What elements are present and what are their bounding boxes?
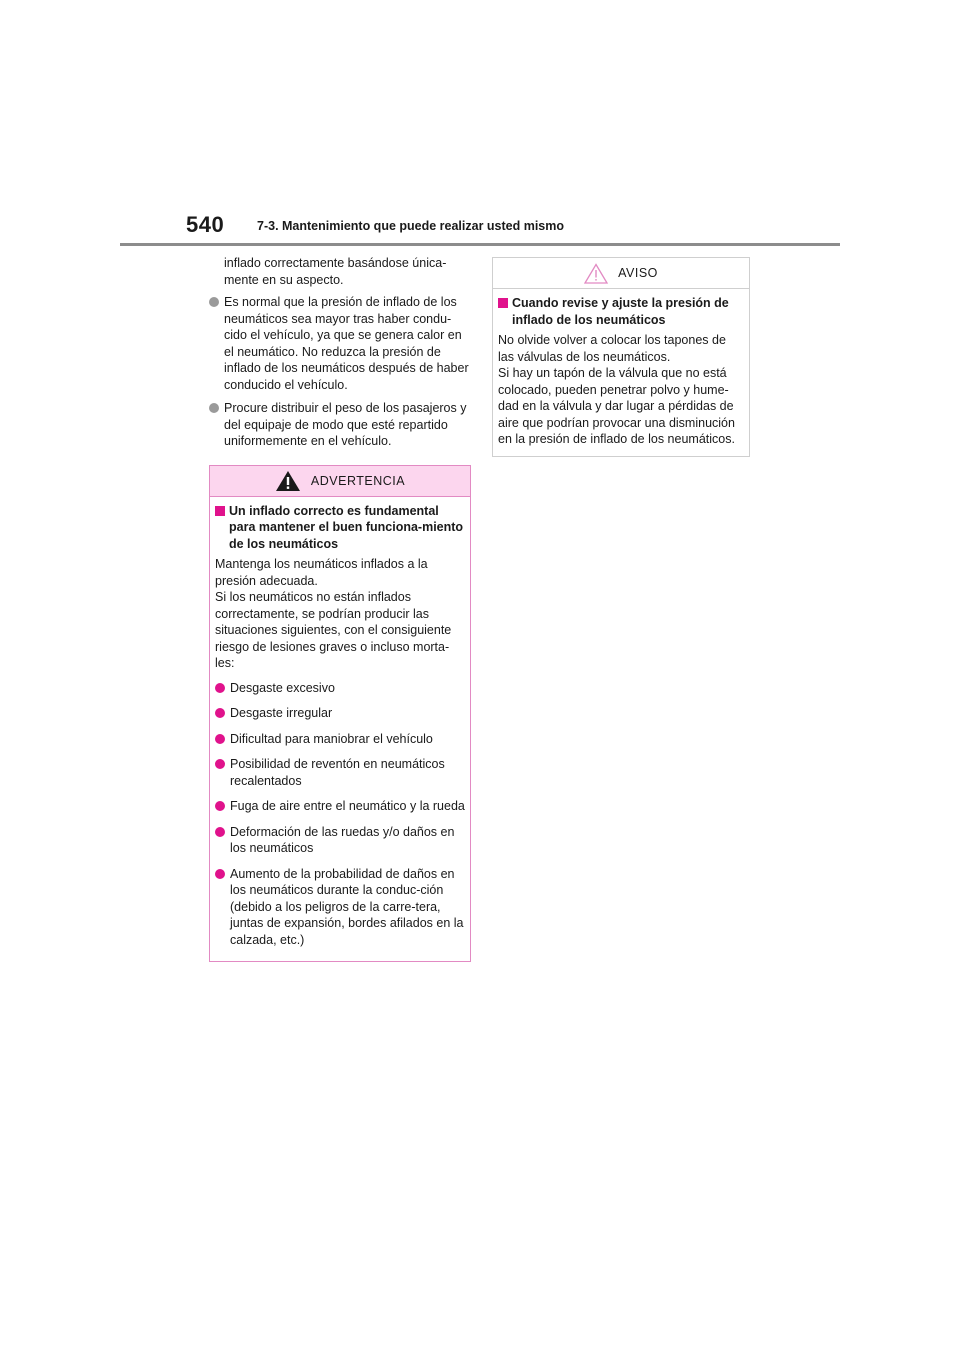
bullet-dot-icon <box>215 869 225 879</box>
bullet-dot-icon <box>215 801 225 811</box>
page-number: 540 <box>186 212 225 237</box>
header-rule <box>120 243 840 246</box>
list-item <box>209 400 471 450</box>
notice-heading <box>498 295 745 328</box>
warning-heading <box>215 503 466 553</box>
bullet-dot-icon <box>209 297 219 307</box>
list-item-text: Posibilidad de reventón en neumáticos recalentados <box>230 757 445 788</box>
list-item <box>215 798 466 815</box>
continued-paragraph: inflado correctamente basándose única- mente en su aspecto. <box>224 256 447 287</box>
list-item <box>215 866 466 949</box>
notice-heading-text: Cuando revise y ajuste la presión de inflado de los neumáticos <box>512 296 729 327</box>
bullet-dot-icon <box>209 403 219 413</box>
list-item-text: Desgaste irregular <box>230 706 333 720</box>
list-item-text: Dificultad para maniobrar el vehículo <box>230 731 433 746</box>
warning-heading-text: Un inflado correcto es fundamental para mantener el buen funciona-miento de los neumáticos <box>229 503 464 551</box>
list-item-text: Desgaste excesivo <box>230 680 335 695</box>
bullet-dot-icon <box>215 683 225 693</box>
warning-intro: Mantenga los neumáticos inflados a la presión adecuada. Si los neumáticos no están inflados correctamente, se podrían producir las situaciones siguientes, con el consiguiente riesgo de lesiones graves o incluso morta-les: <box>215 557 452 670</box>
bullet-dot-icon <box>215 827 225 837</box>
list-item-text: Deformación de las ruedas y/o daños en los neumáticos <box>230 824 455 855</box>
section-title: 7-3. Mantenimiento que puede realizar usted mismo <box>257 219 565 233</box>
list-item <box>215 731 466 748</box>
bullet-dot-icon <box>215 708 225 718</box>
list-item <box>209 294 471 393</box>
square-bullet-icon <box>498 298 508 308</box>
list-item-text: Fuga de aire entre el neumático y la rueda <box>230 799 465 813</box>
warning-triangle-icon <box>275 470 301 492</box>
notice-body <box>493 289 749 456</box>
list-item <box>215 680 466 697</box>
list-item <box>215 705 466 722</box>
list-item <box>215 756 466 789</box>
bullet-dot-icon <box>215 759 225 769</box>
notice-box <box>492 257 750 457</box>
warning-header <box>210 466 470 497</box>
notice-header <box>493 258 749 289</box>
left-column <box>209 255 471 962</box>
list-item-text: Procure distribuir el peso de los pasajeros y del equipaje de modo que esté repartido uniformemente en el vehículo. <box>224 401 467 448</box>
square-bullet-icon <box>215 506 225 516</box>
bullet-dot-icon <box>215 734 225 744</box>
warning-body <box>210 497 470 962</box>
warning-box <box>209 465 471 963</box>
caution-triangle-outline-icon <box>584 263 608 284</box>
list-item-text: Aumento de la probabilidad de daños en los neumáticos durante la conduc-ción (debido a los peligros de la carre-tera, juntas de expansión, bordes afilados en la calzada, etc.) <box>230 866 464 947</box>
warning-title: ADVERTENCIA <box>310 473 406 488</box>
notice-title: AVISO <box>618 266 658 280</box>
right-column <box>492 257 750 457</box>
notice-paragraph: No olvide volver a colocar los tapones de las válvulas de los neumáticos. Si hay un tapón de la válvula que no está colocado, pueden penetrar polvo y hume-dad en la válvula y dar lugar a pérdidas de aire que podrían provocar una disminución en la presión de inflado de los neumáticos. <box>498 333 735 446</box>
list-item <box>215 824 466 857</box>
list-item-text: Es normal que la presión de inflado de los neumáticos sea mayor tras haber condu-cido el vehículo, ya que se genera calor en el neumático. No reduzca la presión de inflado de los neumáticos después de haber conducido el vehículo. <box>224 295 469 392</box>
